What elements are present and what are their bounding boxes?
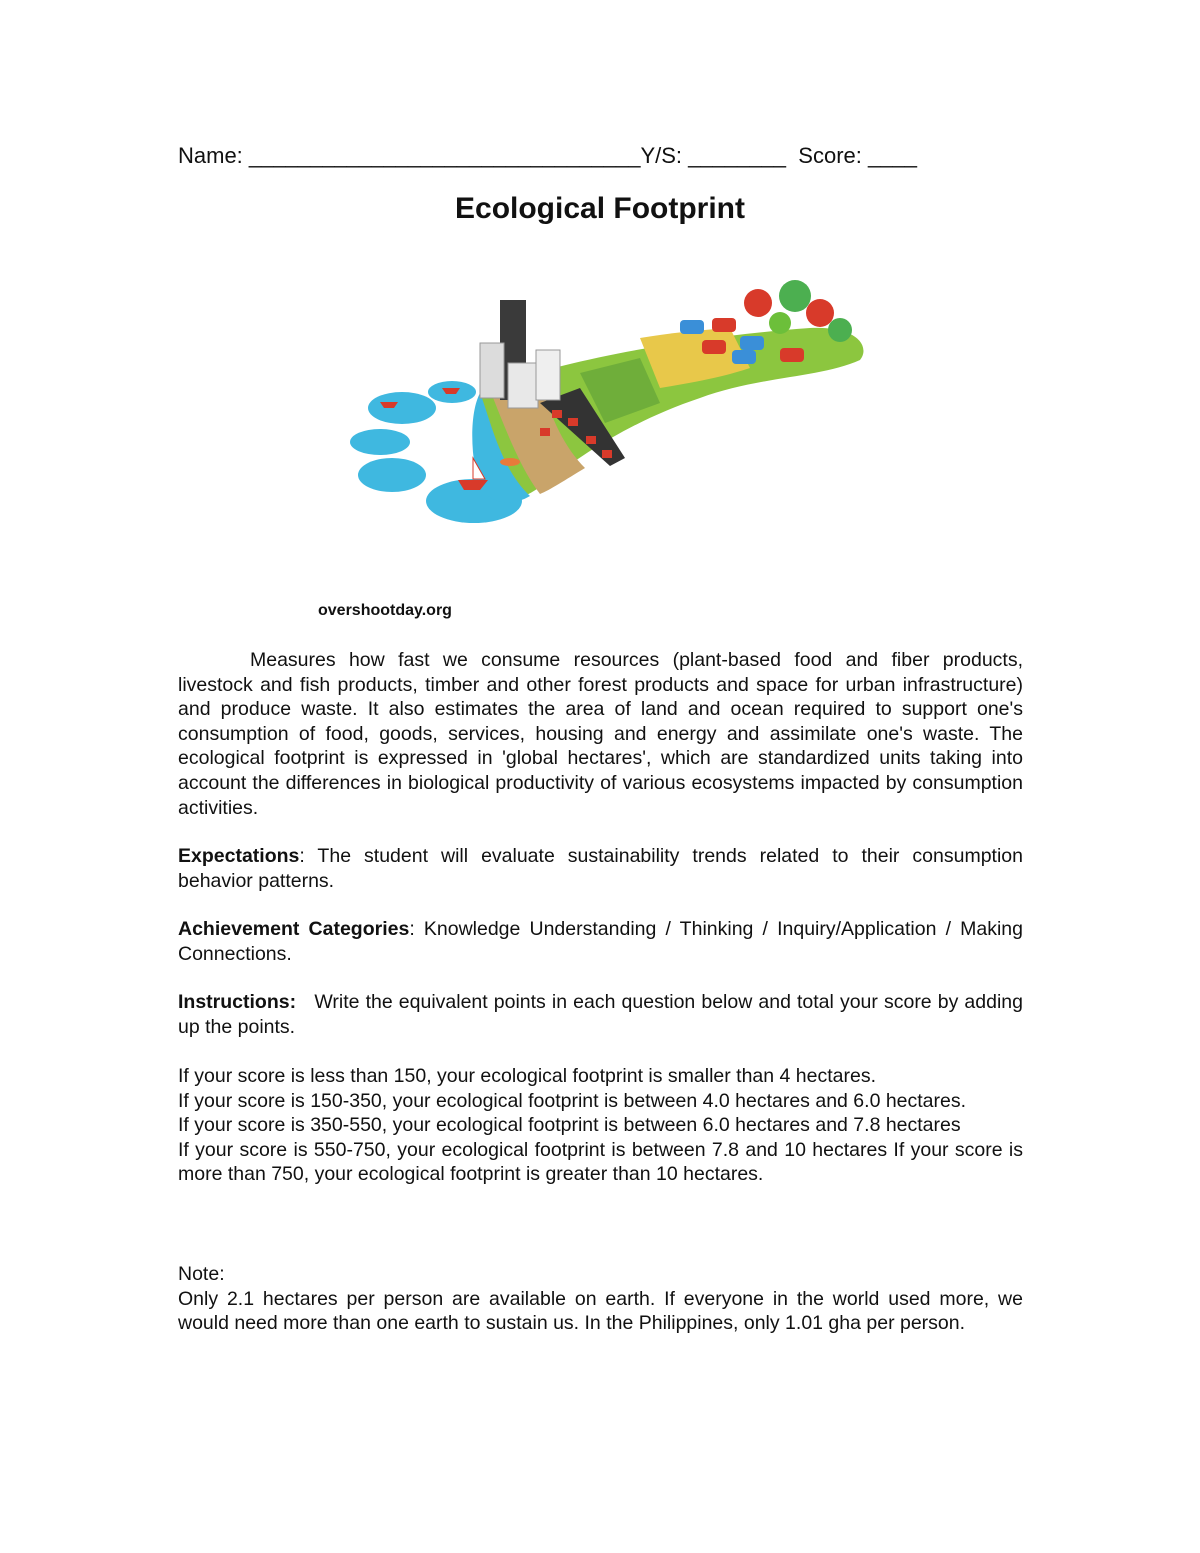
car [702,340,726,354]
instructions-label: Instructions: [178,991,297,1013]
score-line: If your score is 150-350, your ecological footprint is between 4.0 hectares and 6.0 hectares. [178,1089,967,1112]
car [680,320,704,334]
achievement-paragraph [178,917,1023,966]
achievement-label: Achievement Categories [178,918,410,940]
note-text: Only 2.1 hectares per person are available on earth. If everyone in the world used more, we would need more than one earth to sustain us. In the Philippines, only 1.01 gha per person. [178,1287,1023,1335]
score-line: If your score is 550-750, your ecological footprint is between 7.8 and 10 hectares If your score is more than 750, your ecological footprint is greater than 10 hectares. [178,1138,1023,1186]
building-2 [480,343,504,398]
house [586,436,596,444]
house [602,450,612,458]
car [712,318,736,332]
raft [500,458,520,466]
toe-water-2 [350,429,410,455]
name-label: Name: [178,143,243,168]
tree [779,280,811,312]
intro-text: Measures how fast we consume resources (plant-based food and fiber products, livestock and fish products, timber and other forest products and space for urban infrastructure) and produce waste. It also estimates the area of land and ocean required to support one's consumption of food, goods, services, housing and energy and assimilate one's waste. The ecological footprint is expressed in 'global hectares', which are standardized units taking into account the differences in biological productivity of various ecosystems impacted by consumption activities. [178,649,1023,819]
ys-label: Y/S: [640,143,683,168]
note-label: Note: [178,1263,225,1285]
score-blank[interactable]: ____ [868,143,917,168]
note-paragraph [178,1262,1023,1336]
tree [806,299,834,327]
score-line: If your score is less than 150, your ecological footprint is smaller than 4 hectares. [178,1065,877,1087]
tree [769,312,791,334]
building-4 [536,350,560,400]
house [552,410,562,418]
expectations-label: Expectations [178,845,300,867]
expectations-paragraph [178,844,1023,893]
toe-water-3 [358,458,426,492]
building-3 [508,363,538,408]
instructions-text: Write the equivalent points in each question below and total your score by adding up the points. [178,991,1023,1038]
house [568,418,578,426]
score-line: If your score is 350-550, your ecological footprint is between 6.0 hectares and 7.8 hectares [178,1114,961,1137]
house [540,428,550,436]
score-ranges [178,1064,1023,1187]
expectations-text: : The student will evaluate sustainability trends related to their consumption behavior patterns. [178,845,1023,892]
score-label: Score: [798,143,862,168]
tree [828,318,852,342]
name-blank[interactable]: ________________________________ [248,143,641,168]
page-title: Ecological Footprint [455,192,745,225]
achievement-text: : Knowledge Understanding / Thinking / Inquiry/Application / Making Connections. [178,918,1023,965]
ys-blank[interactable]: ________ [688,143,787,168]
car [732,350,756,364]
image-credit: overshootday.org [318,602,452,619]
ecological-footprint-illustration [340,268,880,563]
intro-paragraph [178,648,1023,820]
car [780,348,804,362]
instructions-paragraph [178,990,1023,1039]
student-info-line [178,143,917,169]
car [740,336,764,350]
tree [744,289,772,317]
toe-water-1 [368,392,436,424]
